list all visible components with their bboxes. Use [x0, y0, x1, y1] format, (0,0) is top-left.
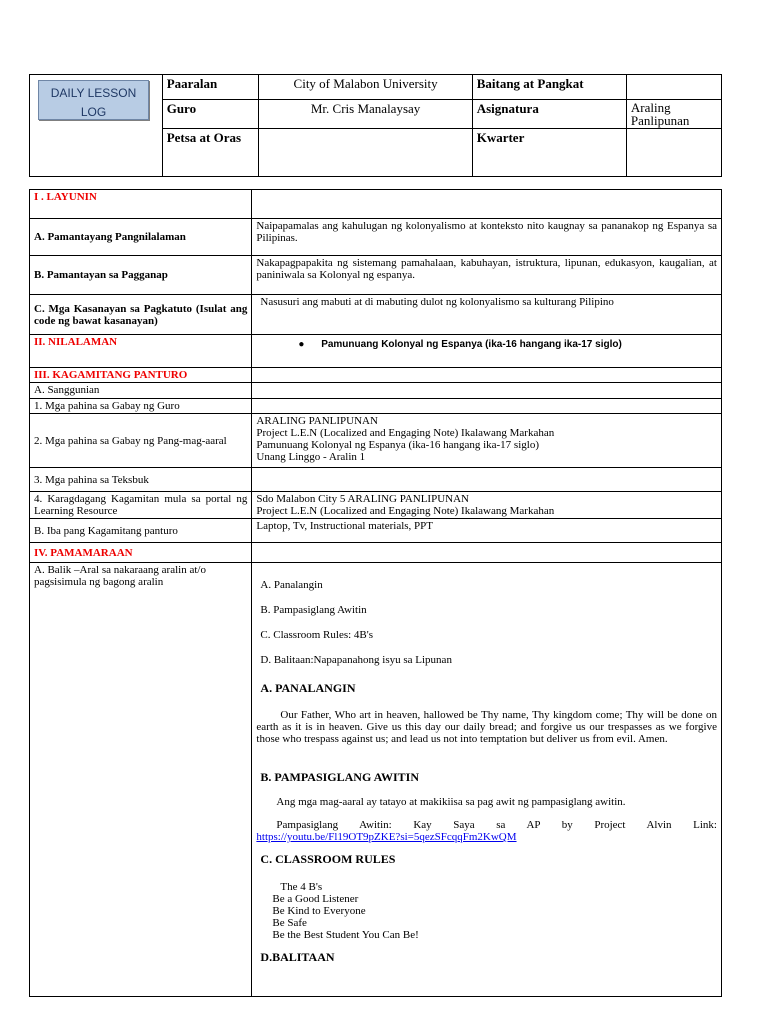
baitang-label: Baitang at Pangkat [472, 75, 626, 100]
awitin-text: Ang mga mag-aaral ay tatayo at makikiisa sa pag awit ng pampasiglang awitin. [276, 796, 626, 808]
pamantayang-pangnilalaman-value: Naipapamalas ang kahulugan ng kolonyalismo at konteksto nito kaugnay sa pananakop ng Espanya sa Pilipinas. [252, 219, 722, 256]
youtube-link[interactable]: https://youtu.be/Fl19OT9pZKE?si=5qezSFcqqFm2KwQM [256, 831, 517, 843]
empty-cell [252, 368, 722, 383]
gabay-guro-label: 1. Mga pahina sa Gabay ng Guro [30, 399, 252, 414]
daily-lesson-log-logo [38, 80, 149, 120]
paaralan-value: City of Malabon University [259, 75, 472, 100]
heading-panalangin: A. PANALANGIN [260, 681, 356, 695]
awitin-link-label: Pampasiglang Awitin: Kay Saya sa AP by Project Alvin Link: [276, 819, 717, 831]
karagdagan-line: Project L.E.N (Localized and Engaging Note) Ikalawang Markahan [256, 505, 555, 517]
list-item: B. Pampasiglang Awitin [260, 604, 367, 616]
empty-cell [252, 468, 722, 492]
section-kagamitan: III. KAGAMITANG PANTURO [30, 368, 252, 383]
iba-pang-label: B. Iba pang Kagamitang panturo [30, 519, 252, 543]
bullet-icon: ● [298, 339, 305, 350]
baitang-value [626, 75, 721, 100]
lesson-table [29, 189, 722, 997]
pamantayang-pangnilalaman-label: A. Pamantayang Pangnilalaman [30, 219, 252, 256]
sanggunian-label: A. Sanggunian [30, 383, 252, 399]
logo-cell [30, 75, 163, 177]
nilalaman-cell [252, 335, 722, 368]
rule-item: Be Safe [272, 917, 307, 929]
section-nilalaman: II. NILALAMAN [30, 335, 252, 368]
empty-cell [252, 190, 722, 219]
logo-line2: LOG [80, 105, 107, 119]
karagdagan-value [252, 492, 722, 519]
rule-item: Be Kind to Everyone [272, 905, 366, 917]
pamantayan-pagganap-value: Nakapagpapakita ng sistemang pamahalaan, kabuhayan, istruktura, lipunan, edukasyon, kaugalian, at paniniwala sa Kolonyal ng espanya. [252, 256, 722, 295]
kasanayan-value: Nasusuri ang mabuti at di mabuting dulot ng kolonyalismo sa kulturang Pilipino [252, 295, 722, 335]
pamamaraan-content [252, 563, 722, 997]
teksbuk-label: 3. Mga pahina sa Teksbuk [30, 468, 252, 492]
pamantayan-pagganap-label: B. Pamantayan sa Pagganap [30, 256, 252, 295]
asignatura-value: Araling Panlipunan [626, 100, 721, 129]
karagdagan-label: 4. Karagdagang Kagamitan mula sa portal ng Learning Resource [30, 492, 252, 519]
empty-cell [252, 383, 722, 399]
karagdagan-line: Sdo Malabon City 5 ARALING PANLIPUNAN [256, 493, 469, 505]
empty-cell [252, 399, 722, 414]
rule-item: Be the Best Student You Can Be! [272, 929, 419, 941]
heading-awitin: B. PAMPASIGLANG AWITIN [260, 770, 419, 784]
heading-balitaan: D.BALITAAN [260, 950, 335, 964]
gabay-line: Project L.E.N (Localized and Engaging Note) Ikalawang Markahan [256, 427, 555, 439]
list-item: C. Classroom Rules: 4B's [260, 629, 374, 641]
gabay-line: ARALING PANLIPUNAN [256, 415, 378, 427]
list-item: D. Balitaan:Napapanahong isyu sa Lipunan [260, 654, 452, 666]
heading-classroom-rules: C. CLASSROOM RULES [260, 852, 396, 866]
procedure-list [256, 579, 717, 682]
logo-line1: DAILY LESSON [50, 86, 137, 100]
asignatura-label: Asignatura [472, 100, 626, 129]
nilalaman-value: Pamunuang Kolonyal ng Espanya (ika-16 hangang ika-17 siglo) [321, 339, 622, 350]
guro-label: Guro [162, 100, 259, 129]
kasanayan-label: C. Mga Kasanayan sa Pagkatuto (Isulat ang code ng bawat kasanayan) [30, 295, 252, 335]
gabay-line: Unang Linggo - Aralin 1 [256, 451, 366, 463]
list-item: A. Panalangin [260, 579, 323, 591]
petsa-label: Petsa at Oras [162, 129, 259, 177]
rules-title: The 4 B's [280, 881, 323, 893]
guro-value: Mr. Cris Manalaysay [259, 100, 472, 129]
balik-aral-label: A. Balik –Aral sa nakaraang aralin at/o pagsisimula ng bagong aralin [30, 563, 252, 997]
kwarter-label: Kwarter [472, 129, 626, 177]
empty-cell [252, 543, 722, 563]
gabay-mag-aaral-value [252, 414, 722, 468]
gabay-mag-aaral-label: 2. Mga pahina sa Gabay ng Pang-mag-aaral [30, 414, 252, 468]
petsa-value [259, 129, 472, 177]
prayer-text: Our Father, Who art in heaven, hallowed be Thy name, Thy kingdom come; Thy will be done on earth as it is in heaven. Give us this day our daily bread; and forgive us our trespasses as we forgive those who trespass against us; and lead us not into temptation but deliver us from evil. Amen. [256, 709, 717, 745]
rule-item: Be a Good Listener [272, 893, 359, 905]
section-pamamaraan: IV. PAMAMARAAN [30, 543, 252, 563]
section-layunin: I . LAYUNIN [30, 190, 252, 219]
gabay-line: Pamunuang Kolonyal ng Espanya (ika-16 hangang ika-17 siglo) [256, 439, 539, 451]
kwarter-value [626, 129, 721, 177]
paaralan-label: Paaralan [162, 75, 259, 100]
header-table [29, 74, 722, 177]
iba-pang-value: Laptop, Tv, Instructional materials, PPT [252, 519, 722, 543]
